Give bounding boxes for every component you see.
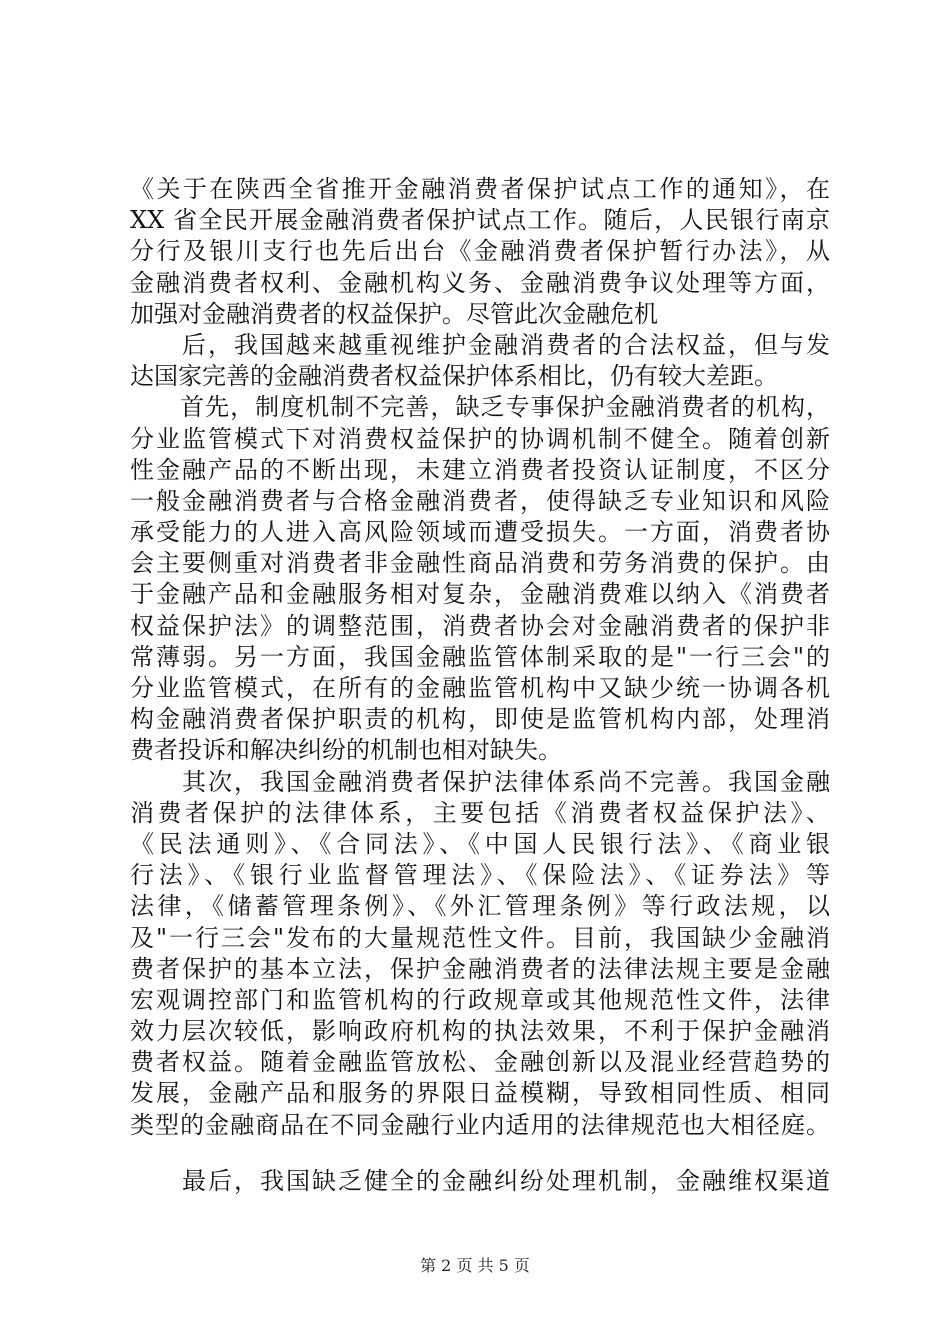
text-line: 费者投诉和解决纠纷的机制也相对缺失。 — [130, 736, 562, 765]
paragraph-first-point — [130, 392, 830, 766]
paragraph-intro — [130, 174, 830, 330]
text-line: 性金融产品的不断出现，未建立消费者投资认证制度，不区分 — [130, 455, 830, 484]
text-line: 权益保护法》的调整范围，消费者协会对金融消费者的保护非 — [130, 611, 830, 640]
text-line: 后，我国越来越重视维护金融消费者的合法权益，但与发 — [130, 330, 830, 359]
text-line: 会主要侧重对消费者非金融性商品消费和劳务消费的保护。由 — [130, 549, 830, 578]
text-line: 效力层次较低，影响政府机构的执法效果，不利于保护金融消 — [130, 1017, 830, 1046]
text-line: 金融消费者权利、金融机构义务、金融消费争议处理等方面， — [130, 268, 830, 297]
text-line: 分业监管模式，在所有的金融监管机构中又缺少统一协调各机 — [130, 674, 830, 702]
text-line: 一般金融消费者与合格金融消费者，使得缺乏专业知识和风险 — [130, 486, 830, 515]
text-line: 其次，我国金融消费者保护法律体系尚不完善。我国金融 — [130, 767, 830, 796]
text-line: 于金融产品和金融服务相对复杂，金融消费难以纳入《消费者 — [130, 580, 830, 609]
text-line: 最后，我国缺乏健全的金融纠纷处理机制，金融维权渠道 — [130, 1166, 830, 1195]
text-line: 宏观调控部门和监管机构的行政规章或其他规范性文件，法律 — [130, 985, 830, 1014]
text-line: 达国家完善的金融消费者权益保护体系相比，仍有较大差距。 — [130, 362, 778, 391]
text-line: 承受能力的人进入高风险领域而遭受损失。一方面，消费者协 — [130, 518, 830, 547]
text-line: 及"一行三会"发布的大量规范性文件。目前，我国缺少金融消 — [130, 923, 830, 952]
page-number-footer: 第 2 页 共 5 页 — [420, 1256, 530, 1275]
text-line: 加强对金融消费者的权益保护。尽管此次金融危机 — [130, 299, 658, 328]
text-line: 类型的金融商品在不同金融行业内适用的法律规范也大相径庭。 — [130, 1110, 830, 1139]
text-line: 费者保护的基本立法，保护金融消费者的法律法规主要是金融 — [130, 954, 830, 983]
text-line: 《民法通则》、《合同法》、《中国人民银行法》、《商业银 — [130, 829, 830, 858]
text-line: 法律，《储蓄管理条例》、《外汇管理条例》等行政法规，以 — [130, 892, 830, 921]
text-line: 分行及银川支行也先后出台《金融消费者保护暂行办法》，从 — [130, 237, 830, 266]
paragraph-second-point — [130, 767, 830, 1141]
text-line: 发展，金融产品和服务的界限日益模糊，导致相同性质、相同 — [130, 1079, 830, 1108]
text-line: 消费者保护的法律体系，主要包括《消费者权益保护法》、 — [130, 798, 830, 827]
paragraph-last-point — [130, 1166, 830, 1197]
text-line: 费者权益。随着金融监管放松、金融创新以及混业经营趋势的 — [130, 1048, 830, 1077]
document-body — [130, 174, 830, 1197]
text-line: XX 省全民开展金融消费者保护试点工作。随后，人民银行南京 — [130, 206, 830, 235]
text-line: 行法》、《银行业监督管理法》、《保险法》、《证券法》等 — [130, 861, 830, 890]
text-line: 构金融消费者保护职责的机构，即使是监管机构内部，处理消 — [130, 705, 830, 734]
text-line: 《关于在陕西全省推开金融消费者保护试点工作的通知》，在 — [130, 175, 830, 203]
text-line: 分业监管模式下对消费权益保护的协调机制不健全。随着创新 — [130, 424, 830, 453]
paragraph-gap-analysis — [130, 330, 830, 392]
text-line: 首先，制度机制不完善，缺乏专事保护金融消费者的机构， — [130, 393, 830, 422]
paragraph-spacer — [130, 1141, 830, 1166]
text-line: 常薄弱。另一方面，我国金融监管体制采取的是"一行三会"的 — [130, 642, 830, 671]
